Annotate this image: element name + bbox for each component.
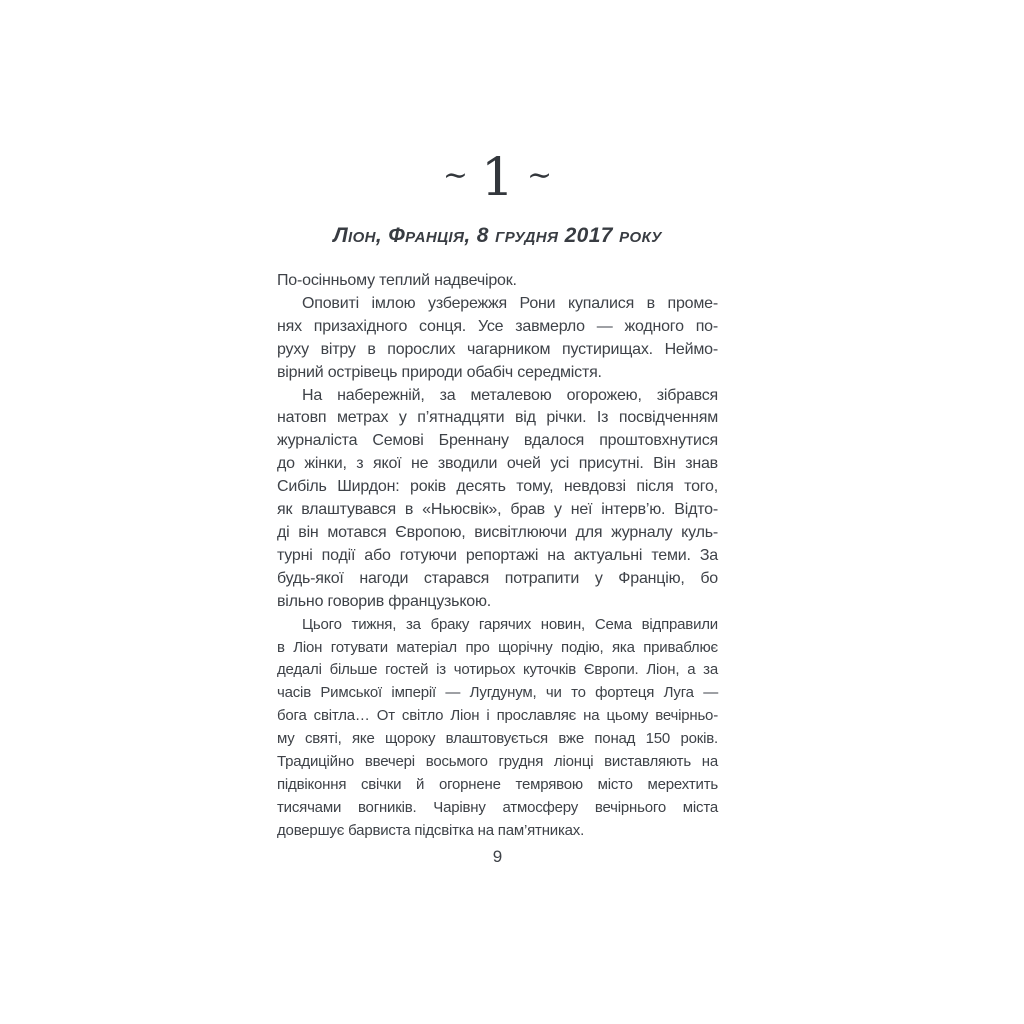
- body-text-line: Оповиті імлою узбережжя Рони купалися в проме-: [302, 294, 718, 312]
- chapter-number: 1: [480, 148, 515, 208]
- body-text-line: Сибіль Ширдон: років десять тому, невдовзі після того,: [277, 478, 718, 496]
- body-text-line: му святі, яке щороку влаштовується вже понад 150 років.: [277, 730, 718, 748]
- body-text-line: тисячами вогників. Чарівну атмосферу вечірнього міста: [277, 798, 718, 816]
- paragraph: [277, 270, 718, 293]
- page-number: 9: [492, 847, 503, 866]
- body-text-line: Традиційно ввечері восьмого грудня ліонці виставляють на: [277, 753, 718, 771]
- body-text-line: руху вітру в порослих чагарником пустирищах. Неймо-: [277, 340, 718, 358]
- body-text-line: ді він мотався Європою, висвітлюючи для журналу куль-: [277, 523, 718, 541]
- paragraph: [277, 293, 718, 385]
- body-text-line: натовп метрах у п’ятнадцяти від річки. Із посвідченням: [277, 409, 718, 427]
- paragraph: [277, 614, 718, 843]
- body-text-line: вільно говорив французькою.: [277, 592, 492, 610]
- chapter-ornament-right: ∼: [527, 158, 553, 193]
- body-text-line: вірний острівець природи обабіч середмістя.: [277, 363, 602, 381]
- chapter-heading: [277, 148, 718, 208]
- body-text-line: турні події або готуючи репортажі на актуальні теми. За: [277, 546, 718, 564]
- body-text-line: підвіконня свічки й огорнене темрявою місто мерехтить: [277, 775, 718, 793]
- body-text-line: дедалі більше гостей із чотирьох куточків Європи. Ліон, а за: [277, 661, 718, 679]
- body-text: [277, 270, 718, 843]
- body-text-line: до жінки, з якої не зводили очей усі присутні. Він знав: [277, 455, 718, 473]
- body-text-line: довершує барвиста підсвітка на пам’ятниках.: [277, 821, 585, 839]
- body-text-line: На набережній, за металевою огорожею, зібрався: [302, 386, 718, 404]
- chapter-subtitle: Ліон, Франція, 8 грудня 2017 року: [333, 224, 662, 247]
- body-text-line: часів Римської імперії — Лугдунум, чи то фортеця Луга —: [277, 684, 718, 702]
- body-text-line: журналіста Семові Бреннану вдалося проштовхнутися: [277, 432, 718, 450]
- body-text-line: як влаштувався в «Ньюсвік», брав у неї інтерв’ю. Відто-: [277, 501, 718, 519]
- body-text-line: Цього тижня, за браку гарячих новин, Сема відправили: [302, 615, 718, 633]
- chapter-ornament-left: ∼: [442, 158, 468, 193]
- body-text-line: будь-якої нагоди старався потрапити у Францію, бо: [277, 569, 718, 587]
- body-text-line: нях призахідного сонця. Усе завмерло — жодного по-: [277, 317, 718, 335]
- body-text-line: бога світла… От світло Ліон і прославляє на цьому вечірньо-: [277, 707, 718, 725]
- body-text-line: По-осінньому теплий надвечірок.: [277, 272, 517, 289]
- paragraph: [277, 385, 718, 614]
- body-text-line: в Ліон готувати матеріал про щорічну подію, яка приваблює: [277, 638, 718, 656]
